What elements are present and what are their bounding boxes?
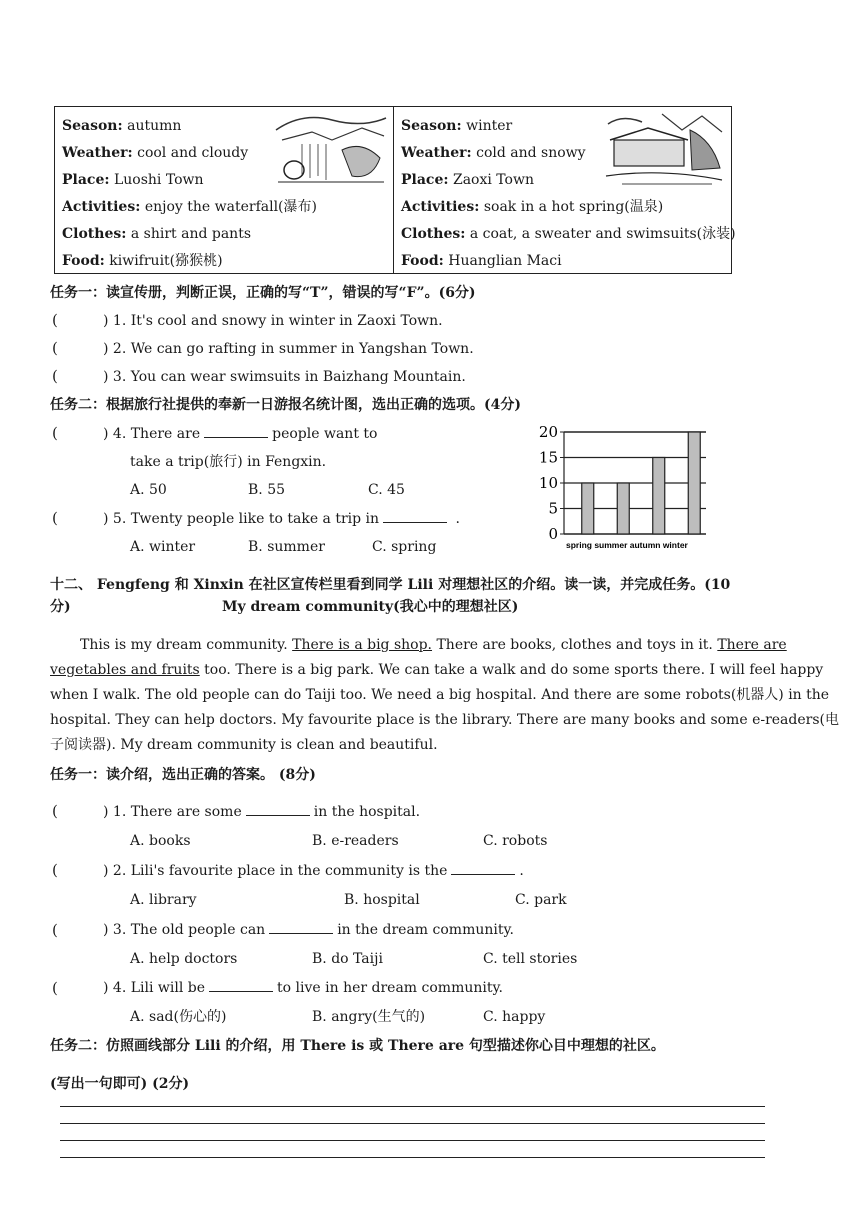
chart-bar-summer: [617, 483, 629, 534]
answer-paren-t1: (: [52, 311, 58, 329]
brochure-value: kiwifruit(猕猴桃): [104, 253, 223, 269]
brochure-row: [401, 171, 534, 189]
underlined-sentence: vegetables and fruits: [50, 662, 200, 678]
brochure-row: [62, 225, 251, 243]
q5-text-a: ) 5. Twenty people like to take a trip in: [103, 511, 380, 527]
chart-bar-winter: [688, 432, 700, 534]
answer-paren-t2: (: [52, 339, 58, 357]
trip-signup-bar-chart: [530, 422, 710, 556]
brochure-key: Weather:: [62, 145, 133, 161]
s4-option-c: C. happy: [483, 1009, 546, 1025]
passage-line-5: 子阅读器). My dream community is clean and beautiful.: [50, 737, 438, 753]
task12-1-heading: 任务一：读介绍，选出正确的答案。 (8分): [50, 767, 316, 783]
brochure-value: a coat, a sweater and swimsuits(泳装): [465, 226, 736, 242]
section12-heading-cont: 分): [50, 599, 71, 615]
s3-option-b: B. do Taiji: [312, 951, 383, 967]
task12-2-note: (写出一句即可) (2分): [50, 1076, 190, 1092]
brochure-row: [401, 144, 586, 162]
s2-text-a: ) 2. Lili's favourite place in the community is the: [103, 863, 448, 879]
s1-text: [103, 803, 420, 821]
answer-paren-s2: (: [52, 861, 58, 879]
s3-blank[interactable]: [269, 921, 333, 934]
brochure-row: [401, 225, 736, 243]
brochure-key: Season:: [401, 118, 462, 134]
q5-blank[interactable]: [383, 510, 447, 523]
brochure-row: [62, 198, 317, 216]
chart-y-tick-label: 10: [538, 474, 558, 492]
writing-line-2[interactable]: [60, 1123, 765, 1124]
s3-text-a: ) 3. The old people can: [103, 922, 266, 938]
passage-text: There are books, clothes and toys in it.: [432, 637, 718, 653]
s4-option-b: B. angry(生气的): [312, 1009, 426, 1025]
winter-town-illustration: [602, 110, 726, 190]
brochure-divider: [393, 107, 394, 273]
s3-text-b: in the dream community.: [337, 922, 514, 938]
writing-line-3[interactable]: [60, 1140, 765, 1141]
q5-option-b: B. summer: [248, 539, 325, 555]
brochure-value: Zaoxi Town: [448, 172, 534, 188]
brochure-row: [62, 252, 223, 270]
brochure-key: Season:: [62, 118, 123, 134]
task2-heading: 任务二：根据旅行社提供的奉新一日游报名统计图，选出正确的选项。(4分): [50, 397, 521, 413]
answer-paren-t3: (: [52, 367, 58, 385]
q5-text: ) 5. Twenty people like to take a trip in .: [103, 511, 460, 527]
s2-option-a: A. library: [130, 892, 197, 908]
s3-text: [103, 921, 514, 939]
s2-option-b: B. hospital: [344, 892, 420, 908]
section12-heading: 十二、 Fengfeng 和 Xinxin 在社区宣传栏里看到同学 Lili 对理想社区的介绍。读一读，并完成任务。(10: [50, 577, 731, 593]
tf-statement: ) 3. You can wear swimsuits in Baizhang Mountain.: [103, 369, 466, 385]
passage-text: too. There is a big park. We can take a walk and do some sports there. I will feel happy: [199, 662, 824, 678]
s4-blank[interactable]: [209, 979, 273, 992]
brochure-value: Huanglian Maci: [443, 253, 562, 269]
brochure-value: soak in a hot spring(温泉): [479, 199, 664, 215]
chart-y-tick-label: 5: [548, 499, 558, 518]
q4-option-a: A. 50: [130, 482, 167, 498]
task1-heading: 任务一：读宣传册，判断正误，正确的写“T”，错误的写“F”。(6分): [50, 285, 476, 301]
s3-option-c: C. tell stories: [483, 951, 578, 967]
answer-paren-s3: (: [52, 921, 58, 939]
s4-option-a: A. sad(伤心的): [130, 1009, 227, 1025]
brochure-value: cold and snowy: [471, 145, 586, 161]
chart-bar-autumn: [653, 458, 665, 535]
passage-line-1: [80, 636, 787, 654]
brochure-row: [401, 252, 562, 270]
q4-text: [103, 425, 377, 443]
brochure-row: [401, 117, 512, 135]
brochure-row: [62, 144, 248, 162]
brochure-key: Place:: [62, 172, 110, 188]
q4-option-c: C. 45: [368, 482, 405, 498]
brochure-value: Luoshi Town: [109, 172, 204, 188]
brochure-row: [401, 198, 663, 216]
passage-line-3: when I walk. The old people can do Taiji too. We need a big hospital. And there are some robots(机器人) in the: [50, 687, 830, 703]
brochure-key: Clothes:: [401, 226, 466, 242]
brochure-value: autumn: [122, 118, 182, 134]
s4-text-a: ) 4. Lili will be: [103, 980, 206, 996]
answer-paren-s1: (: [52, 802, 58, 820]
chart-y-tick-label: 0: [548, 525, 558, 543]
s1-text-a: ) 1. There are some: [103, 804, 242, 820]
s1-option-b: B. e-readers: [312, 833, 399, 849]
brochure-key: Place:: [401, 172, 449, 188]
brochure-row: [62, 117, 181, 135]
s1-text-b: in the hospital.: [313, 804, 421, 820]
answer-paren-q5: (: [52, 509, 58, 527]
s2-text-b: .: [519, 863, 524, 879]
task12-2-heading: 任务二：仿照画线部分 Lili 的介绍，用 There is 或 There are 句型描述你心目中理想的社区。: [50, 1038, 665, 1054]
s2-blank[interactable]: [451, 862, 515, 875]
s4-text-b: to live in her dream community.: [277, 980, 503, 996]
brochure-value: cool and cloudy: [132, 145, 249, 161]
brochure-key: Food:: [401, 253, 444, 269]
brochure-key: Weather:: [401, 145, 472, 161]
s2-option-c: C. park: [515, 892, 567, 908]
q4-text-b: people want to: [272, 426, 378, 442]
s2-text: [103, 862, 524, 880]
brochure-key: Activities:: [62, 199, 141, 215]
q5-option-c: C. spring: [372, 539, 437, 555]
s3-option-a: A. help doctors: [130, 951, 238, 967]
tf-statement: ) 2. We can go rafting in summer in Yangshan Town.: [103, 341, 474, 357]
s1-option-a: A. books: [130, 833, 191, 849]
writing-line-4[interactable]: [60, 1157, 765, 1158]
brochure-key: Activities:: [401, 199, 480, 215]
chart-y-tick-label: 15: [538, 448, 558, 467]
s1-blank[interactable]: [246, 803, 310, 816]
brochure-key: Clothes:: [62, 226, 127, 242]
underlined-sentence: There are: [717, 637, 787, 653]
q4-option-b: B. 55: [248, 482, 286, 498]
underlined-sentence: There is a big shop.: [292, 637, 433, 653]
brochure-value: a shirt and pants: [126, 226, 252, 242]
passage-line-2: [50, 661, 823, 679]
s1-option-c: C. robots: [483, 833, 548, 849]
answer-paren-s4: (: [52, 979, 58, 997]
passage-title: My dream community(我心中的理想社区): [222, 599, 519, 615]
passage-line-4: hospital. They can help doctors. My favourite place is the library. There are many books and some e-readers(电: [50, 712, 839, 728]
q4-text-c: take a trip(旅行) in Fengxin.: [130, 454, 327, 470]
brochure-value: winter: [461, 118, 513, 134]
chart-y-tick-label: 20: [538, 423, 558, 441]
answer-paren-q4: (: [52, 424, 58, 442]
chart-bar-spring: [582, 483, 594, 534]
tf-statement: ) 1. It's cool and snowy in winter in Zaoxi Town.: [103, 313, 443, 329]
q4-text-a: ) 4. There are: [103, 426, 201, 442]
writing-line-1[interactable]: [60, 1106, 765, 1107]
q5-option-a: A. winter: [130, 539, 196, 555]
brochure-key: Food:: [62, 253, 105, 269]
s4-text: [103, 979, 503, 997]
brochure-value: enjoy the waterfall(瀑布): [140, 199, 317, 215]
waterfall-illustration: [272, 110, 390, 188]
brochure-row: [62, 171, 204, 189]
chart-x-category-labels: spring summer autumn winter: [566, 540, 688, 550]
passage-text: This is my dream community.: [80, 637, 293, 653]
q4-blank[interactable]: [204, 425, 268, 438]
